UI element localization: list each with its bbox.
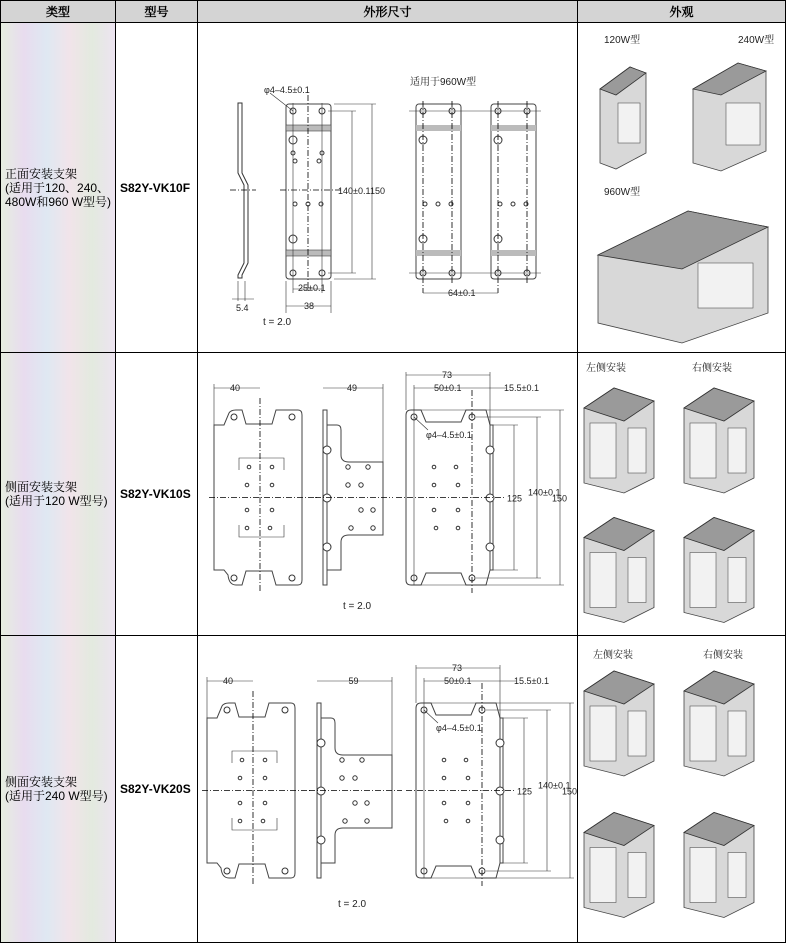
hole xyxy=(245,508,249,512)
header-appearance: 外观 xyxy=(578,0,786,23)
photo-side-mount-unit xyxy=(684,813,754,918)
mounting-hole xyxy=(231,575,237,581)
dim-150: 150 xyxy=(562,786,578,797)
dim-hole: φ4–4.5±0.1 xyxy=(426,430,472,440)
drawing-svg xyxy=(198,23,578,353)
header-model: 型号 xyxy=(116,0,198,23)
dim-15.5: 15.5±0.1 xyxy=(514,676,549,686)
hole xyxy=(365,819,369,823)
tab-hole xyxy=(323,446,331,454)
dim-40: 40 xyxy=(230,383,241,393)
hole xyxy=(432,508,436,512)
hole xyxy=(359,483,363,487)
dim-73: 73 xyxy=(452,663,463,673)
tab-hole xyxy=(323,494,331,502)
tab-hole xyxy=(486,446,494,454)
dim-50: 50±0.1 xyxy=(434,383,462,393)
header-dimensions: 外形尺寸 xyxy=(198,0,578,23)
dim-side-width: 49 xyxy=(347,383,358,393)
thickness: t = 2.0 xyxy=(343,601,372,612)
type-cell-front-mount xyxy=(0,23,116,353)
header-type: 类型 xyxy=(0,0,116,23)
hole xyxy=(261,819,265,823)
hole xyxy=(238,801,242,805)
hole xyxy=(349,526,353,530)
appearance-cell-vk10f xyxy=(578,23,786,353)
hole xyxy=(456,526,460,530)
type-note: (适用于240 W型号) xyxy=(5,789,108,803)
dim-5.4: 5.4 xyxy=(236,303,249,313)
drawing-svg xyxy=(198,636,578,943)
photo-240w-front-mount xyxy=(693,63,766,171)
mounting-hole xyxy=(224,868,230,874)
photo-side-mount-unit xyxy=(584,671,654,776)
front-plate xyxy=(270,93,376,313)
thickness: t = 2.0 xyxy=(338,899,367,910)
mounting-hole xyxy=(224,707,230,713)
hole xyxy=(270,483,274,487)
mounting-hole xyxy=(289,575,295,581)
hole xyxy=(263,776,267,780)
hole xyxy=(454,465,458,469)
tab-hole xyxy=(486,543,494,551)
hole xyxy=(444,819,448,823)
tab-hole xyxy=(496,836,504,844)
photo-side-mount-unit xyxy=(684,671,754,776)
dim-150: 150 xyxy=(370,186,386,196)
hole xyxy=(371,508,375,512)
hole xyxy=(343,819,347,823)
photo-120w-front-mount xyxy=(600,67,646,169)
dimension-drawing-vk20s xyxy=(198,636,578,943)
tab-hole xyxy=(486,494,494,502)
dim-140: 140±0.1 xyxy=(528,487,561,498)
dim-64: 64±0.1 xyxy=(448,288,476,298)
photo-side-mount-unit xyxy=(584,388,654,493)
dim-150: 150 xyxy=(552,493,568,504)
model-cell: S82Y-VK10F xyxy=(116,23,198,353)
hole xyxy=(263,758,267,762)
hole xyxy=(247,465,251,469)
tab-hole xyxy=(323,543,331,551)
tab-hole xyxy=(317,836,325,844)
hole xyxy=(238,776,242,780)
type-cell-side-mount-120w xyxy=(0,353,116,636)
photo-label-960w: 960W型 xyxy=(604,187,641,198)
mounting-hole xyxy=(282,707,288,713)
model-cell: S82Y-VK20S xyxy=(116,636,198,943)
hole xyxy=(365,801,369,805)
photo-side-mount-unit xyxy=(684,518,754,623)
hole xyxy=(360,758,364,762)
hole xyxy=(366,465,370,469)
hole xyxy=(353,776,357,780)
dim-140: 140±0.1 xyxy=(538,780,571,791)
hole xyxy=(245,483,249,487)
hole xyxy=(434,526,438,530)
side-profile xyxy=(238,103,248,278)
dim-hole: φ4–4.5±0.1 xyxy=(436,723,482,733)
type-note: (适用于120、240、 xyxy=(5,180,110,195)
tab-hole xyxy=(317,787,325,795)
hole xyxy=(340,776,344,780)
hole xyxy=(263,801,267,805)
hole xyxy=(466,819,470,823)
dimension-drawing-vk10s xyxy=(198,353,578,636)
plate-960w-right xyxy=(491,101,536,293)
appearance-cell-vk20s xyxy=(578,636,786,943)
dim-hole: φ4–4.5±0.1 xyxy=(264,85,310,95)
dim-73: 73 xyxy=(442,370,453,380)
hole xyxy=(353,801,357,805)
hole xyxy=(432,465,436,469)
mounting-hole xyxy=(289,414,295,420)
hole xyxy=(466,801,470,805)
hole xyxy=(442,776,446,780)
hole xyxy=(346,465,350,469)
appearance-cell-vk10s xyxy=(578,353,786,636)
hole xyxy=(340,758,344,762)
dim-15.5: 15.5±0.1 xyxy=(504,383,539,393)
hole xyxy=(245,526,249,530)
tab-hole xyxy=(496,787,504,795)
hole xyxy=(432,483,436,487)
hole xyxy=(270,508,274,512)
photo-side-mount-unit xyxy=(584,518,654,623)
dim-25: 25±0.1 xyxy=(298,283,326,293)
hole xyxy=(442,758,446,762)
photo-label-120w: 120W型 xyxy=(604,35,641,46)
photo-side-mount-unit xyxy=(584,813,654,918)
hole xyxy=(466,776,470,780)
plate-960w-left xyxy=(416,101,461,293)
product-photos xyxy=(578,353,786,636)
photo-label-right-mount: 右侧安装 xyxy=(692,363,732,374)
type-name: 侧面安装支架 xyxy=(5,775,78,789)
photo-label-left-mount: 左侧安装 xyxy=(593,650,633,661)
dim-38: 38 xyxy=(304,301,315,311)
dim-side-width: 59 xyxy=(348,676,359,686)
hole xyxy=(240,758,244,762)
type-name: 正面安装支架 xyxy=(5,166,78,181)
hole xyxy=(359,508,363,512)
hole xyxy=(238,819,242,823)
hole xyxy=(270,465,274,469)
tab-hole xyxy=(317,739,325,747)
dim-125: 125 xyxy=(517,786,533,797)
photo-960w-front-mount xyxy=(598,211,768,343)
hole xyxy=(442,801,446,805)
type-cell-side-mount-240w xyxy=(0,636,116,943)
hole xyxy=(268,526,272,530)
product-photos xyxy=(578,636,786,943)
model-cell: S82Y-VK10S xyxy=(116,353,198,636)
type-note: (适用于120 W型号) xyxy=(5,494,108,508)
hole xyxy=(464,758,468,762)
dimension-drawing-vk10f xyxy=(198,23,578,353)
drawing-svg xyxy=(198,353,578,636)
dim-140: 140±0.1 xyxy=(338,186,371,196)
mounting-hole xyxy=(282,868,288,874)
hole xyxy=(456,508,460,512)
photo-label-right-mount: 右侧安装 xyxy=(703,650,743,661)
thickness: t = 2.0 xyxy=(263,317,292,328)
type-note: 480W和960 W型号) xyxy=(5,194,112,209)
hole xyxy=(456,483,460,487)
photo-label-left-mount: 左侧安装 xyxy=(586,363,626,374)
type-name: 侧面安装支架 xyxy=(5,480,78,494)
hole xyxy=(346,483,350,487)
dim-125: 125 xyxy=(507,493,523,504)
dim-50: 50±0.1 xyxy=(444,676,472,686)
hole xyxy=(371,526,375,530)
dim-40: 40 xyxy=(223,676,234,686)
tab-hole xyxy=(496,739,504,747)
photo-label-240w: 240W型 xyxy=(738,35,775,46)
product-photos xyxy=(578,23,786,353)
note-960w: 适用于960W型 xyxy=(410,77,477,88)
photo-side-mount-unit xyxy=(684,388,754,493)
mounting-hole xyxy=(231,414,237,420)
